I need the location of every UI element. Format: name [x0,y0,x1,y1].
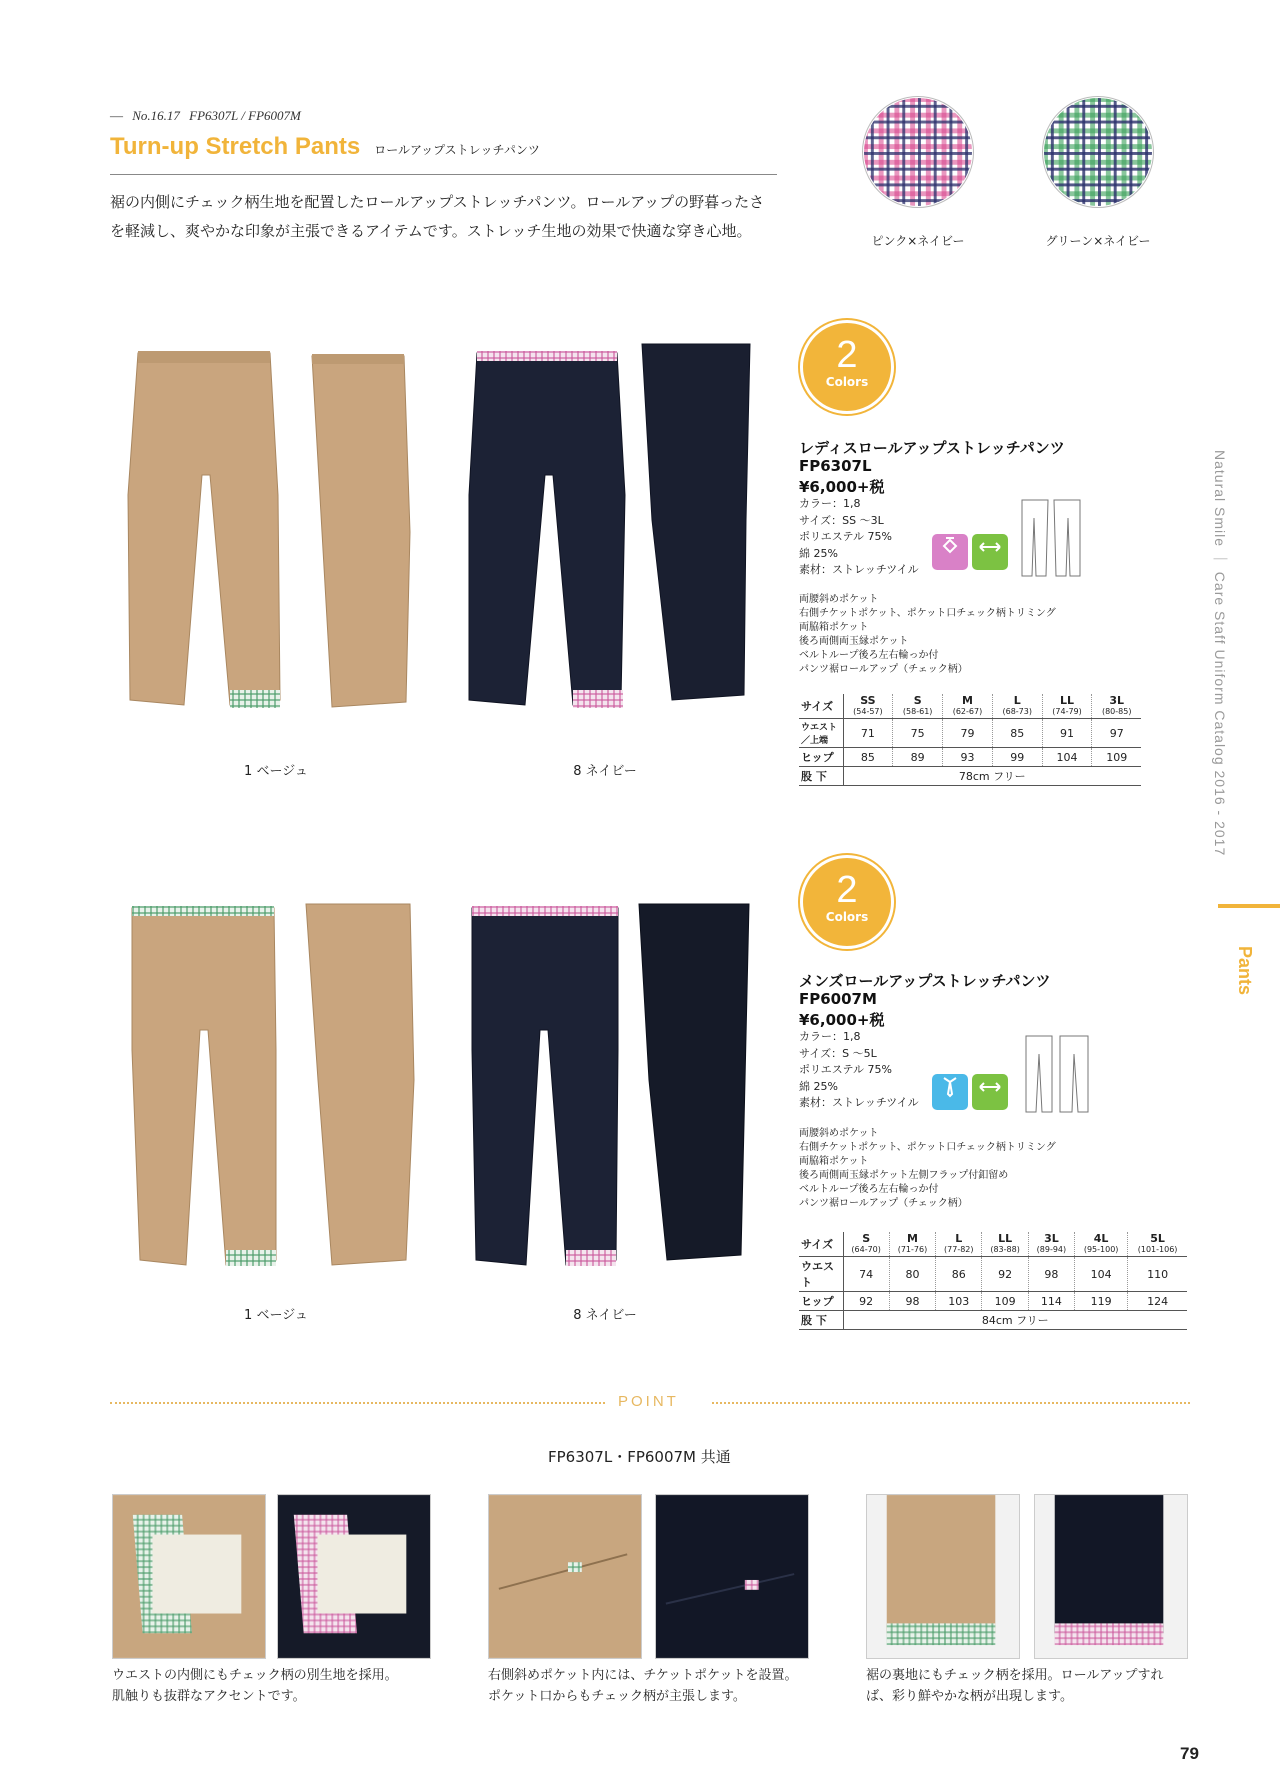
photo-waist-navy [277,1494,431,1659]
ladies-specs: カラー：1,8 サイズ：SS ～3L ポリエステル 75% 綿 25% 素材：ストレッチツイル [799,497,919,576]
section-marker [1218,904,1280,908]
table-row: サイズ SS (54-57) S (58-61) M (62-67) L (68-73) LL (74-79) 3L (80-85) [799,694,1141,719]
point-heading: POINT [618,1393,679,1410]
mens-beige-back-image [302,900,420,1270]
table-row: ウエスト／上端 71 75 79 85 91 97 [799,719,1141,748]
point-common-label: FP6307L・FP6007M 共通 [548,1448,731,1466]
ladies-navy-back-image [638,340,753,705]
ladies-beige-front-image [118,345,298,715]
ladies-price: ¥6,000+税 [799,478,885,496]
ladies-navy-front-image [463,345,643,715]
mens-product-name: メンズロールアップストレッチパンツ [799,972,1051,990]
series-codes: FP6307L / FP6007M [189,108,301,123]
stretch-icon: ストレッチ [972,534,1008,570]
mens-icon [932,1074,968,1110]
mens-features: 両腰斜めポケット 右側チケットポケット、ポケット口チェック柄トリミング 両脇箱ポケット 後ろ両側両玉縁ポケット左側フラップ付釦留め ベルトループ後ろ左右輪っか付 パンツ裾ロールアップ（チェック柄） [799,1128,1056,1209]
mens-specs: カラー：1,8 サイズ：S ～5L ポリエステル 75% 綿 25% 素材：ストレッチツイル [799,1030,919,1109]
section-label: Pants [1235,946,1255,996]
photo-waist-beige [112,1494,266,1659]
mens-product-code: FP6007M [799,990,877,1008]
title-divider [110,174,777,175]
mens-size-table [799,1232,1187,1330]
ladies-line-drawing [1018,498,1084,578]
title-english: Turn-up Stretch Pants [110,133,361,160]
mens-beige-front-image [126,900,296,1275]
series-line: — No.16.17 FP6307L / FP6007M [110,108,301,123]
mens-line-drawing [1022,1034,1092,1114]
table-row: 股 下 78cm フリー [799,767,1141,786]
ladies-size-table [799,694,1141,786]
ladies-features: 両腰斜めポケット 右側チケットポケット、ポケット口チェック柄トリミング 両脇箱ポケット 後ろ両側両玉縁ポケット ベルトループ後ろ左右輪っか付 パンツ裾ロールアップ（チェック柄） [799,594,1056,675]
photo-hem-navy [1034,1494,1188,1659]
point-text-pocket: 右側斜めポケット内には、チケットポケットを設置。 ポケット口からもチェック柄が主張します。 [488,1668,798,1704]
table-row: 股 下 84cm フリー [799,1311,1187,1330]
mens-navy-back-image [635,900,755,1265]
point-divider-right [712,1402,1190,1404]
table-row: ヒップ 92 98 103 109 114 119 124 [799,1292,1187,1311]
page-title [110,133,540,161]
swatch-label-green: グリーン×ネイビー [1045,234,1151,248]
photo-pocket-beige [488,1494,642,1659]
color-count-badge-mens: 2 Colors [800,855,894,949]
color-count-badge-ladies: 2 Colors [800,320,894,414]
mens-price: ¥6,000+税 [799,1011,885,1029]
photo-pocket-navy [655,1494,809,1659]
caption-ladies-navy: 8 ネイビー [573,764,637,779]
table-row: ウエスト 74 80 86 92 98 104 110 [799,1257,1187,1292]
ladies-product-code: FP6307L [799,457,872,475]
swatch-green-navy [1042,96,1154,208]
caption-ladies-beige: 1 ベージュ [244,764,308,779]
swatch-pink-navy [862,96,974,208]
point-divider-left [110,1402,605,1404]
caption-mens-beige: 1 ベージュ [244,1308,308,1323]
page-number: 79 [1180,1744,1199,1763]
table-row: ヒップ 85 89 93 99 104 109 [799,748,1141,767]
swatch-label-pink: ピンク×ネイビー [871,234,965,248]
ladies-beige-back-image [308,352,418,712]
photo-hem-beige [866,1494,1020,1659]
ladies-product-name: レディスロールアップストレッチパンツ [799,439,1065,457]
table-row: サイズ S (64-70) M (71-76) L (77-82) LL (83-88) 3L (89-94) 4L (95-100) 5L (101-106) [799,1232,1187,1257]
catalog-side-title: Natural Smile ｜ Care Staff Uniform Catalog 2016 - 2017 [1212,450,1228,857]
ladies-icon [932,534,968,570]
title-japanese: ロールアップストレッチパンツ [374,143,540,157]
intro-text: 裾の内側にチェック柄生地を配置したロールアップストレッチパンツ。ロールアップの野暮ったさ を軽減し、爽やかな印象が主張できるアイテムです。ストレッチ生地の効果で快適な穿き心地。 [110,193,765,240]
point-text-waist: ウエストの内側にもチェック柄の別生地を採用。 肌触りも抜群なアクセントです。 [112,1668,398,1704]
mens-navy-front-image [466,900,636,1275]
point-text-hem: 裾の裏地にもチェック柄を採用。ロールアップすれ ば、彩り鮮やかな柄が出現します。 [866,1668,1164,1704]
caption-mens-navy: 8 ネイビー [573,1308,637,1323]
stretch-icon: ストレッチ [972,1074,1008,1110]
series-number: No.16.17 [132,108,180,123]
